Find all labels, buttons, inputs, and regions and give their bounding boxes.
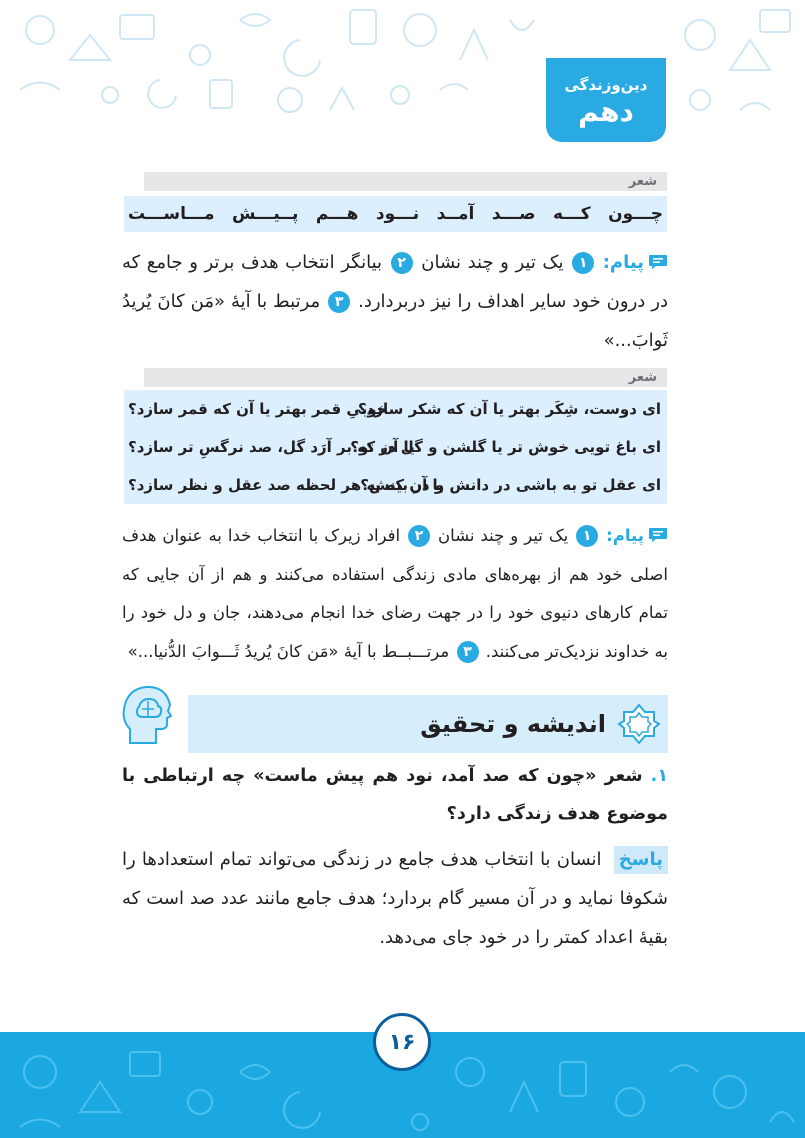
- chat-icon: [648, 527, 668, 543]
- message-part: بیانگر انتخاب هدف برتر و جامع که در درون خود سایر اهداف را نیز دربردارد.: [122, 252, 668, 312]
- chat-icon: [648, 254, 668, 270]
- answer: [122, 840, 668, 957]
- head-brain-icon: [122, 685, 172, 747]
- number-badge: ۱: [572, 252, 594, 274]
- poem-row: [124, 428, 667, 466]
- grade-name: دهم: [578, 95, 634, 128]
- poem-box-2: [124, 368, 667, 502]
- message-part: افراد زیرک با انتخاب خدا به عنوان هدف اصلی خود هم از بهره‌های مادی زندگی استفاده می‌کنند و هم از آن جایی که تمام کارهای دنیوی خود را در جهت رضای خدا انجام می‌دهند، جان و دل خود را به خداوند نزدیک‌تر می‌کنند.: [122, 526, 668, 661]
- message-1: [122, 243, 668, 360]
- number-badge: ۳: [457, 641, 479, 663]
- subject-badge: [546, 58, 666, 142]
- message-label: پیام:: [606, 526, 668, 545]
- hemistich-first: ای عقل تو به باشی در دانش و در بینش؟: [360, 476, 661, 494]
- question-number: ۱.: [650, 766, 668, 786]
- message-part: یک تیر و چند نشان: [438, 526, 569, 545]
- poem-box-1: [124, 172, 667, 232]
- message-2: [122, 517, 668, 671]
- section-header: [188, 695, 668, 753]
- number-badge: ۱: [576, 525, 598, 547]
- hemistich-first: ای دوست، شِکَر بهتر یا آن که شکر سازد؟: [357, 400, 661, 418]
- poem-label: شعر: [144, 172, 667, 191]
- hemistich-second: خوبیِ قمر بهتر یا آن که قمر سازد؟: [128, 400, 388, 418]
- message-part: مرتـــبــط با آیهٔ «مَن کانَ یُریدُ ثَـــوابَ الدُّنیا...»: [127, 641, 450, 661]
- number-badge: ۲: [391, 252, 413, 274]
- hemistich-second: یا آن که بر آرَد گل، صد نرگسِ تر سازد؟: [128, 438, 415, 456]
- poem-label: شعر: [144, 368, 667, 387]
- message-part: مرتبط با آیهٔ «مَن کانَ یُریدُ ثَوابَ...»: [122, 291, 668, 351]
- question: [122, 757, 668, 833]
- hemistich-second: یا آن که به هر لحظه صد عقل و نظر سازد؟: [128, 476, 444, 494]
- poem-line: چـــون کـــه صـــد آمــد نـــود هـــم پــیـــش مـــاســـت: [124, 196, 667, 232]
- top-decoration: [0, 0, 805, 130]
- number-badge: ۳: [328, 291, 350, 313]
- message-label: پیام:: [603, 252, 668, 273]
- page-number: ۱۶: [373, 1013, 431, 1071]
- subject-name: دین‌وزندگی: [564, 76, 648, 94]
- answer-label: پاسخ: [614, 846, 668, 874]
- message-part: یک تیر و چند نشان: [421, 252, 564, 273]
- answer-text: انسان با انتخاب هدف جامع در زندگی می‌تواند تمام استعدادها را شکوفا نماید و در آن مسیر گام بردارد؛ هدف جامع مانند عدد صد است که بقیهٔ اعداد کمتر را در خود جای می‌دهد.: [122, 849, 668, 948]
- question-text: شعر «چون که صد آمد، نود هم پیش ماست» چه ارتباطی با موضوع هدف زندگی دارد؟: [122, 766, 668, 824]
- poem-row: [124, 466, 667, 504]
- hemistich-first: ای باغ تویی خوش تر یا گلشن و گل در تو؟: [350, 438, 661, 456]
- section-title: اندیشه و تحقیق: [420, 710, 606, 738]
- star-icon: [618, 703, 660, 745]
- number-badge: ۲: [408, 525, 430, 547]
- poem-row: [124, 390, 667, 428]
